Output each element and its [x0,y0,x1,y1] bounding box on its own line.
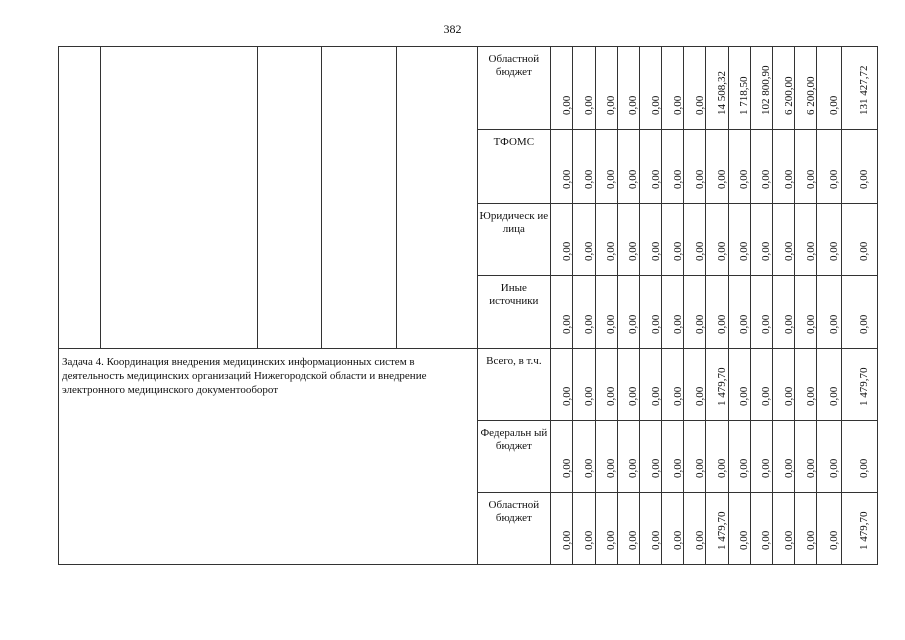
value-cell [573,421,595,493]
value-text: 0,00 [716,314,729,334]
value-cell [795,130,817,204]
value-cell [817,349,841,421]
value-cell [841,349,877,421]
value-text: 0,00 [738,458,751,478]
value-cell [706,130,728,204]
value-text: 0,00 [671,458,684,478]
value-cell [750,276,772,349]
value-cell [595,349,617,421]
value-cell [617,204,639,276]
value-text: 0,00 [649,458,662,478]
value-cell [662,493,684,565]
value-cell [795,493,817,565]
value-text: 0,00 [671,95,684,115]
value-text: 0,00 [560,169,573,189]
value-text: 1 479,70 [858,367,871,406]
value-text: 0,00 [858,458,871,478]
value-cell [706,47,728,130]
value-cell [795,204,817,276]
funding-source: Юридическ ие лица [477,204,551,276]
value-cell [595,421,617,493]
value-cell [728,47,750,130]
value-text: 0,00 [828,458,841,478]
value-text: 0,00 [760,241,773,261]
value-text: 0,00 [828,241,841,261]
value-cell [684,276,706,349]
value-text: 0,00 [560,314,573,334]
value-text: 0,00 [782,241,795,261]
value-text: 0,00 [782,458,795,478]
value-text: 0,00 [649,386,662,406]
value-text: 1 479,70 [716,367,729,406]
value-cell [595,130,617,204]
value-text: 0,00 [560,458,573,478]
value-text: 0,00 [649,95,662,115]
value-text: 0,00 [649,169,662,189]
value-cell [662,349,684,421]
value-cell [595,204,617,276]
value-cell [551,349,573,421]
value-cell [750,493,772,565]
value-cell [639,349,661,421]
value-text: 0,00 [693,530,706,550]
value-text: 0,00 [693,314,706,334]
value-text: 0,00 [738,169,751,189]
value-text: 0,00 [858,169,871,189]
value-text: 0,00 [693,169,706,189]
value-text: 0,00 [828,169,841,189]
value-cell [750,47,772,130]
value-text: 0,00 [605,95,618,115]
empty-cell [59,47,101,349]
value-text: 14 508,32 [716,71,729,115]
value-text: 0,00 [605,530,618,550]
value-text: 0,00 [693,241,706,261]
value-cell [617,421,639,493]
value-cell [684,47,706,130]
value-text: 0,00 [760,458,773,478]
value-cell [639,493,661,565]
value-cell [595,493,617,565]
value-cell [573,276,595,349]
value-text: 0,00 [828,314,841,334]
value-text: 0,00 [582,314,595,334]
value-cell [773,349,795,421]
value-cell [795,276,817,349]
value-text: 0,00 [671,169,684,189]
funding-source: Федеральн ый бюджет [477,421,551,493]
value-text: 0,00 [605,458,618,478]
value-cell [728,421,750,493]
value-text: 0,00 [649,530,662,550]
value-cell [795,349,817,421]
value-text: 0,00 [828,95,841,115]
value-text: 0,00 [649,241,662,261]
task-description: Задача 4. Координация внедрения медицинских информационных систем в деятельность медицинских организаций Нижегородской области и внедрение электронного медицинского документооборот [59,349,478,565]
value-text: 1 718,50 [738,76,751,115]
value-text: 0,00 [671,241,684,261]
value-text: 0,00 [804,169,817,189]
value-cell [573,47,595,130]
value-cell [639,276,661,349]
value-text: 0,00 [738,386,751,406]
value-text: 0,00 [582,95,595,115]
value-text: 6 200,00 [782,76,795,115]
value-cell [684,493,706,565]
value-cell [573,204,595,276]
value-cell [728,204,750,276]
value-cell [706,349,728,421]
value-cell [573,130,595,204]
value-cell [728,276,750,349]
value-cell [841,276,877,349]
value-cell [551,47,573,130]
value-cell [841,493,877,565]
value-text: 0,00 [627,386,640,406]
value-cell [817,493,841,565]
value-text: 0,00 [582,241,595,261]
value-text: 0,00 [804,530,817,550]
table-row [59,47,878,130]
table-row [59,349,878,421]
value-text: 0,00 [693,458,706,478]
value-cell [573,349,595,421]
value-text: 0,00 [828,386,841,406]
value-cell [551,493,573,565]
value-cell [750,349,772,421]
value-text: 0,00 [605,314,618,334]
value-cell [773,493,795,565]
funding-source: Областной бюджет [477,47,551,130]
value-cell [617,47,639,130]
value-cell [750,130,772,204]
empty-cell [257,47,322,349]
value-text: 0,00 [627,458,640,478]
value-cell [773,276,795,349]
value-text: 0,00 [582,530,595,550]
value-cell [841,421,877,493]
budget-table [58,46,878,565]
value-text: 0,00 [627,530,640,550]
value-text: 0,00 [760,530,773,550]
value-text: 0,00 [693,95,706,115]
value-text: 0,00 [760,386,773,406]
value-text: 0,00 [627,314,640,334]
value-text: 0,00 [560,530,573,550]
value-text: 6 200,00 [804,76,817,115]
value-text: 0,00 [804,458,817,478]
value-text: 0,00 [582,386,595,406]
page-number: 382 [443,22,462,36]
value-cell [684,130,706,204]
value-cell [728,349,750,421]
value-cell [617,493,639,565]
value-cell [728,493,750,565]
value-text: 0,00 [858,241,871,261]
funding-source: Иные источники [477,276,551,349]
value-cell [841,130,877,204]
value-text: 0,00 [627,169,640,189]
value-cell [773,204,795,276]
value-cell [706,276,728,349]
empty-cell [101,47,257,349]
value-text: 0,00 [560,386,573,406]
value-text: 0,00 [738,241,751,261]
value-text: 0,00 [627,95,640,115]
value-text: 0,00 [671,386,684,406]
value-text: 0,00 [716,458,729,478]
value-cell [617,276,639,349]
value-cell [795,421,817,493]
value-cell [817,204,841,276]
value-cell [841,47,877,130]
value-cell [617,130,639,204]
value-text: 0,00 [858,314,871,334]
value-cell [684,204,706,276]
value-cell [841,204,877,276]
value-cell [795,47,817,130]
value-cell [773,130,795,204]
value-text: 0,00 [804,386,817,406]
value-cell [817,276,841,349]
value-cell [551,204,573,276]
value-text: 0,00 [560,95,573,115]
value-cell [617,349,639,421]
value-text: 0,00 [693,386,706,406]
value-cell [595,276,617,349]
value-cell [551,421,573,493]
value-text: 1 479,70 [716,511,729,550]
funding-source: Всего, в т.ч. [477,349,551,421]
value-text: 0,00 [716,241,729,261]
value-text: 102 800,90 [760,65,773,115]
value-text: 0,00 [560,241,573,261]
value-text: 0,00 [671,314,684,334]
value-cell [750,204,772,276]
value-cell [817,130,841,204]
value-cell [595,47,617,130]
value-cell [662,47,684,130]
value-text: 0,00 [649,314,662,334]
value-cell [639,421,661,493]
value-text: 0,00 [582,169,595,189]
value-text: 0,00 [716,169,729,189]
value-text: 131 427,72 [858,65,871,115]
value-cell [750,421,772,493]
value-cell [817,421,841,493]
value-text: 1 479,70 [858,511,871,550]
value-text: 0,00 [760,314,773,334]
value-cell [639,130,661,204]
value-cell [817,47,841,130]
value-cell [773,421,795,493]
value-text: 0,00 [582,458,595,478]
value-text: 0,00 [605,241,618,261]
value-text: 0,00 [828,530,841,550]
value-cell [684,421,706,493]
value-text: 0,00 [738,530,751,550]
value-text: 0,00 [738,314,751,334]
value-text: 0,00 [760,169,773,189]
empty-cell [322,47,397,349]
funding-source: Областной бюджет [477,493,551,565]
value-cell [662,204,684,276]
value-cell [639,47,661,130]
value-cell [684,349,706,421]
value-cell [639,204,661,276]
value-text: 0,00 [782,386,795,406]
value-cell [551,130,573,204]
funding-source: ТФОМС [477,130,551,204]
value-text: 0,00 [627,241,640,261]
value-cell [662,130,684,204]
value-cell [662,276,684,349]
value-cell [706,493,728,565]
value-cell [573,493,595,565]
value-text: 0,00 [671,530,684,550]
value-cell [551,276,573,349]
value-cell [728,130,750,204]
value-text: 0,00 [782,314,795,334]
value-cell [662,421,684,493]
value-text: 0,00 [605,169,618,189]
value-cell [706,421,728,493]
value-text: 0,00 [605,386,618,406]
value-cell [706,204,728,276]
value-text: 0,00 [804,314,817,334]
value-cell [773,47,795,130]
value-text: 0,00 [782,530,795,550]
empty-cell [396,47,477,349]
value-text: 0,00 [782,169,795,189]
value-text: 0,00 [804,241,817,261]
